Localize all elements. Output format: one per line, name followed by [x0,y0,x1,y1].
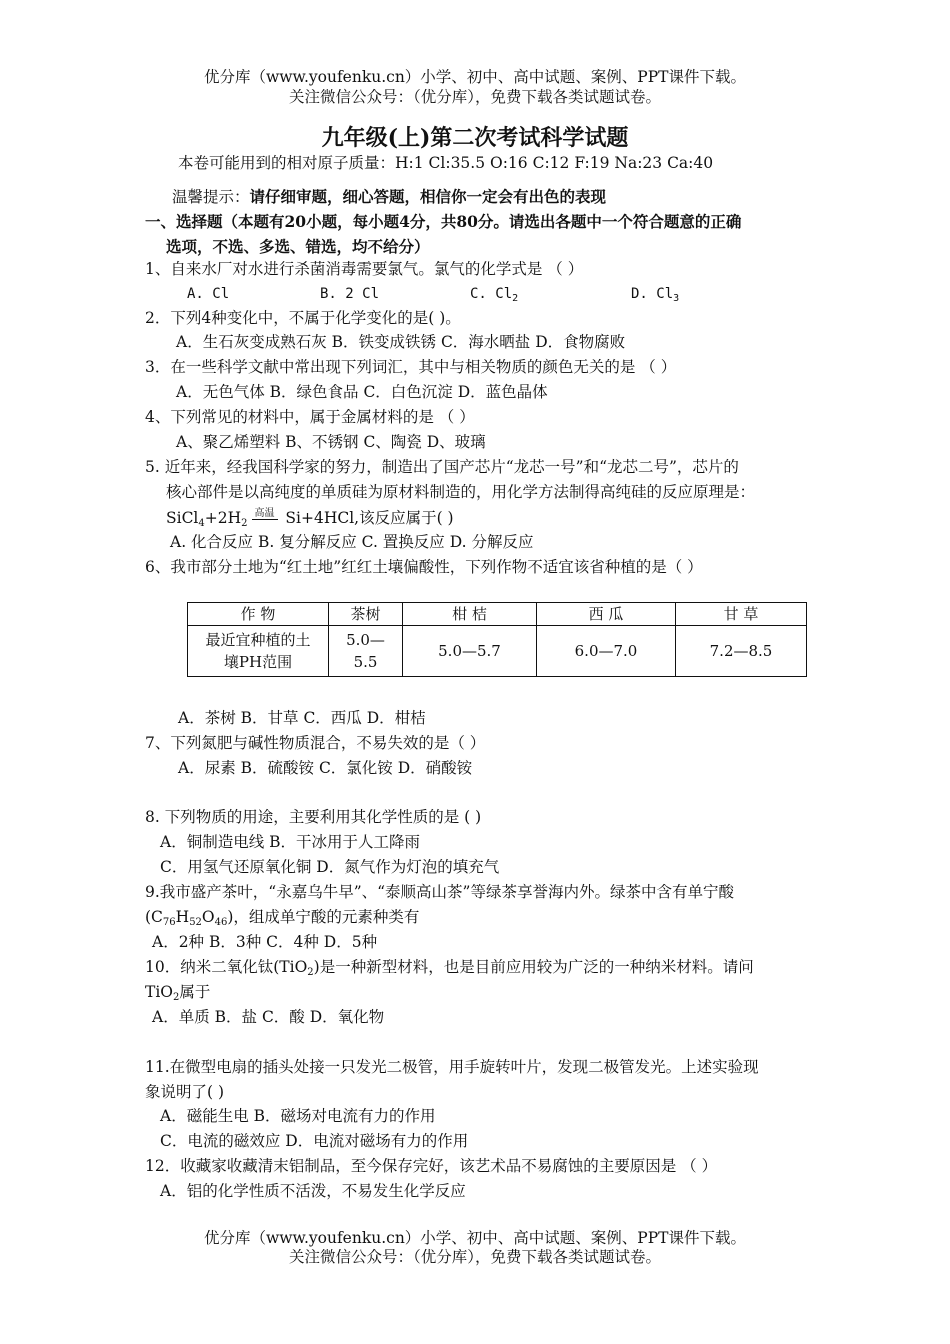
q10-line-2-post: 属于 [179,983,211,1001]
table-cell-licorice: 7.2—8.5 [676,626,807,677]
table-cell-tea [329,626,403,677]
q9-formula-tail: )，组成单宁酸的元素种类有 [227,908,420,926]
q4-options: A、聚乙烯塑料 B、不锈钢 C、陶瓷 D、玻璃 [176,433,486,451]
q5-line-2: 核心部件是以高纯度的单质硅为原材料制造的，用化学方法制得高纯硅的反应原理是： [166,483,756,501]
q9-formula-o: O [201,908,215,926]
q12-option-a: A．铝的化学性质不活泼，不易发生化学反应 [160,1182,466,1200]
q2-stem: 2．下列4种变化中，不属于化学变化的是( )。 [145,309,461,327]
row-label-line-1: 最近宜种植的土 [205,631,311,649]
q1-stem: 1、自来水厂对水进行杀菌消毒需要氯气。氯气的化学式是 （ ） [145,260,584,278]
q11-line-2: 象说明了( ) [145,1083,225,1101]
q2-options: A．生石灰变成熟石灰 B．铁变成铁锈 C．海水晒盐 D．食物腐败 [176,333,626,351]
q5-condition-arrow [252,508,280,527]
q5-eq-product: Si+4HCl,该反应属于( ) [280,509,454,527]
q1-option-a: A. Cl [187,286,230,302]
q6-options: A．茶树 B．甘草 C．西瓜 D．柑桔 [178,709,426,727]
q5-options: A. 化合反应 B. 复分解反应 C. 置换反应 D. 分解反应 [170,533,534,551]
table-header-orange: 柑 桔 [403,603,537,626]
q5-eq-sub-1: 4 [198,518,205,529]
q1-option-b: B. 2 Cl [320,286,380,302]
q1-option-c-text: C. Cl [470,286,513,302]
q1-option-c-sub: 2 [512,293,519,304]
header-line-2: 关注微信公众号：（优分库），免费下载各类试题试卷。 [288,88,661,106]
q1-option-d-text: D. Cl [631,286,674,302]
q11-options-2: C．电流的磁效应 D．电流对磁场有力的作用 [160,1132,469,1150]
table-header-tea: 茶树 [329,603,403,626]
q9-formula-line [145,906,419,934]
q10-line-1 [145,956,754,984]
tip-text: 请仔细审题，细心答题，相信你一定会有出色的表现 [249,187,607,206]
q9-formula-c: (C [145,908,163,926]
q10-line-1-post: )是一种新型材料，也是目前应用较为广泛的一种纳米材料。请问 [313,958,754,976]
q10-line-1-sub: 2 [307,967,314,978]
q7-stem: 7、下列氮肥与碱性物质混合，不易失效的是（ ） [145,734,486,752]
q9-options: A．2种 B．3种 C．4种 D．5种 [152,933,378,951]
q12-stem: 12．收藏家收藏清末铝制品，至今保存完好，该艺术品不易腐蚀的主要原因是 （ ） [145,1157,718,1175]
section1-line-1: 一、选择题（本题有20小题，每小题4分，共80分。请选出各题中一个符合题意的正确 [145,212,742,231]
q9-formula-h-sub: 52 [189,917,202,928]
q7-options: A．尿素 B．硫酸铵 C．氯化铵 D．硝酸铵 [178,759,473,777]
q3-stem: 3．在一些科学文献中常出现下列词汇，其中与相关物质的颜色无关的是 （ ） [145,358,677,376]
tip-label: 温馨提示： [172,188,250,206]
table-row [188,626,807,677]
header-line-1: 优分库（www.youfenku.cn）小学、初中、高中试题、案例、PPT课件下载。 [203,68,747,86]
table-header-melon: 西 瓜 [537,603,676,626]
table-cell-orange: 5.0—5.7 [403,626,537,677]
table-header-crop: 作 物 [188,603,329,626]
q10-line-1-pre: 10．纳米二氧化钛(TiO [145,958,308,976]
q1-option-d [631,283,679,310]
q11-line-1: 11.在微型电扇的插头处接一只发光二极管，用手旋转叶片，发现二极管发光。上述实验现 [145,1058,759,1076]
page-title: 九年级(上)第二次考试科学试题 [321,125,629,151]
tea-range-line-2: 5.5 [353,653,378,671]
q10-options: A．单质 B．盐 C．酸 D．氧化物 [152,1008,385,1026]
q8-stem: 8. 下列物质的用途，主要利用其化学性质的是 ( ) [145,808,482,826]
q5-line-1: 5. 近年来，经我国科学家的努力，制造出了国产芯片“龙芯一号”和“龙芯二号”，芯片的 [145,458,739,476]
section1-line-2: 选项，不选、多选、错选，均不给分） [166,237,430,256]
q9-formula-c-sub: 76 [162,917,176,928]
q10-line-2-sub: 2 [173,992,180,1003]
q5-condition-line [252,519,278,520]
crop-ph-table [187,602,807,677]
q3-options: A．无色气体 B．绿色食品 C．白色沉淀 D．蓝色晶体 [176,383,548,401]
table-cell-melon: 6.0—7.0 [537,626,676,677]
row-label-line-2: 壤PH范围 [223,653,293,671]
footer-line-2: 关注微信公众号：（优分库），免费下载各类试题试卷。 [288,1248,661,1266]
q5-condition-label: 高温 [254,508,275,519]
q5-eq-reactant-1: SiCl [166,509,199,527]
tip-line [172,186,606,208]
table-row-label [188,626,329,677]
atomic-mass-line: 本卷可能用到的相对原子质量：H:1 Cl:35.5 O:16 C:12 F:19 Na:23 Ca:40 [178,154,714,172]
q1-option-c [470,283,518,310]
q9-formula-h: H [175,908,190,926]
q1-option-d-sub: 3 [673,293,680,304]
q10-line-2 [145,981,210,1009]
q4-stem: 4、下列常见的材料中，属于金属材料的是 （ ） [145,408,475,426]
q5-eq-sub-2: 2 [241,518,248,529]
q6-stem: 6、我市部分土地为“红土地”红红土壤偏酸性，下列作物不适宜该省种植的是（ ） [145,558,703,576]
table-header-licorice: 甘 草 [676,603,807,626]
q8-options-1: A．铜制造电线 B．干冰用于人工降雨 [160,833,421,851]
footer-line-1: 优分库（www.youfenku.cn）小学、初中、高中试题、案例、PPT课件下载。 [203,1229,747,1247]
q5-eq-reactant-2: +2H [204,509,242,527]
tea-range-line-1: 5.0— [346,631,385,649]
q8-options-2: C．用氢气还原氧化铜 D．氮气作为灯泡的填充气 [160,858,500,876]
q9-formula-o-sub: 46 [214,917,228,928]
table-header-row [188,603,807,626]
q10-line-2-pre: TiO [145,983,174,1001]
q11-options-1: A．磁能生电 B．磁场对电流有力的作用 [160,1107,436,1125]
q9-line-1: 9.我市盛产茶叶，“永嘉乌牛早”、“泰顺高山茶”等绿茶享誉海内外。绿茶中含有单宁酸 [145,883,734,901]
